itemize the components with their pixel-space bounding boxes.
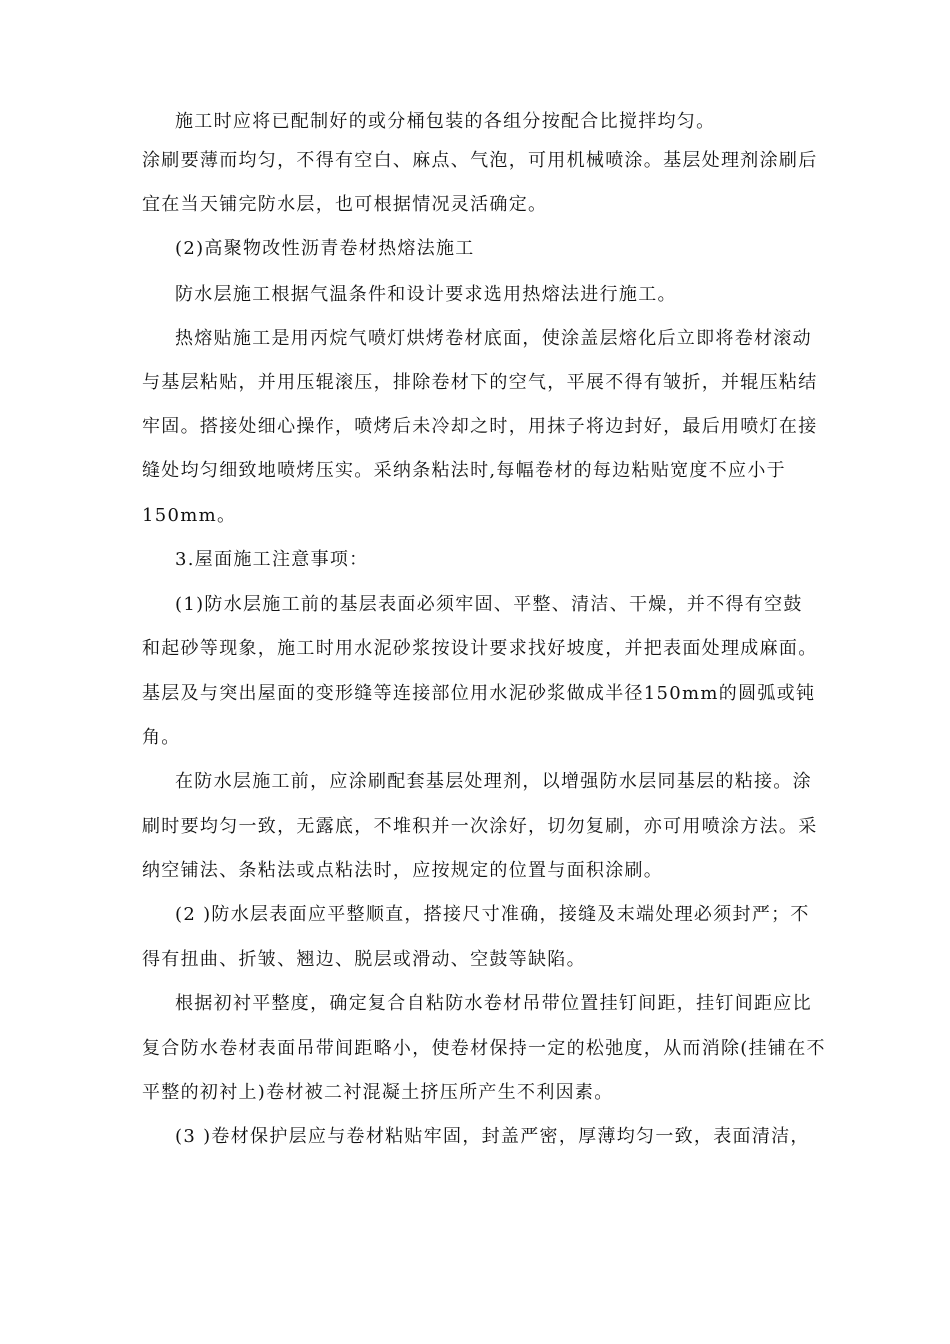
text-line: (3 )卷材保护层应与卷材粘贴牢固，封盖严密，厚薄均匀一致，表面清洁， [175,1126,810,1147]
text-line: 施工时应将已配制好的或分桶包装的各组分按配合比搅拌均匀。 [175,111,716,132]
text-line: 复合防水卷材表面吊带间距略小，使卷材保持一定的松弛度，从而消除(挂铺在不 [142,1038,826,1059]
text-line: (2 )防水层表面应平整顺直，搭接尺寸准确，接缝及末端处理必须封严；不 [175,904,810,925]
text-line: 涂刷要薄而均匀，不得有空白、麻点、气泡，可用机械喷涂。基层处理剂涂刷后 [142,150,818,171]
text-line: 平整的初衬上)卷材被二衬混凝土挤压所产生不利因素。 [142,1082,614,1103]
text-line: 根据初衬平整度，确定复合自粘防水卷材吊带位置挂钉间距，挂钉间距应比 [175,993,812,1014]
text-line: 基层及与突出屋面的变形缝等连接部位用水泥砂浆做成半径150mm的圆弧或钝 [142,683,816,704]
text-line: 防水层施工根据气温条件和设计要求选用热熔法进行施工。 [175,284,677,305]
text-line: 角。 [142,727,181,748]
text-line: 和起砂等现象，施工时用水泥砂浆按设计要求找好坡度，并把表面处理成麻面。 [142,638,818,659]
text-line: 150mm。 [142,505,237,526]
text-line: (1)防水层施工前的基层表面必须牢固、平整、清洁、干燥，并不得有空鼓 [175,594,803,615]
text-line: 热熔贴施工是用丙烷气喷灯烘烤卷材底面，使涂盖层熔化后立即将卷材滚动 [175,328,812,349]
text-line: 牢固。搭接处细心操作，喷烤后未冷却之时，用抹子将边封好，最后用喷灯在接 [142,416,818,437]
text-line: 纳空铺法、条粘法或点粘法时，应按规定的位置与面积涂刷。 [142,860,664,881]
text-line: 得有扭曲、折皱、翘边、脱层或滑动、空鼓等缺陷。 [142,949,586,970]
text-line: 在防水层施工前，应涂刷配套基层处理剂，以增强防水层同基层的粘接。涂 [175,771,812,792]
section-heading: (2)高聚物改性沥青卷材热熔法施工 [175,238,475,259]
section-heading: 3.屋面施工注意事项： [175,549,369,570]
text-line: 宜在当天铺完防水层，也可根据情况灵活确定。 [142,194,548,215]
text-line: 与基层粘贴，并用压辊滚压，排除卷材下的空气，平展不得有皱折，并辊压粘结 [142,372,818,393]
text-line: 缝处均匀细致地喷烤压实。采纳条粘法时,每幅卷材的每边粘贴宽度不应小于 [142,460,786,481]
text-line: 刷时要均匀一致，无露底，不堆积并一次涂好，切勿复刷，亦可用喷涂方法。采 [142,816,818,837]
